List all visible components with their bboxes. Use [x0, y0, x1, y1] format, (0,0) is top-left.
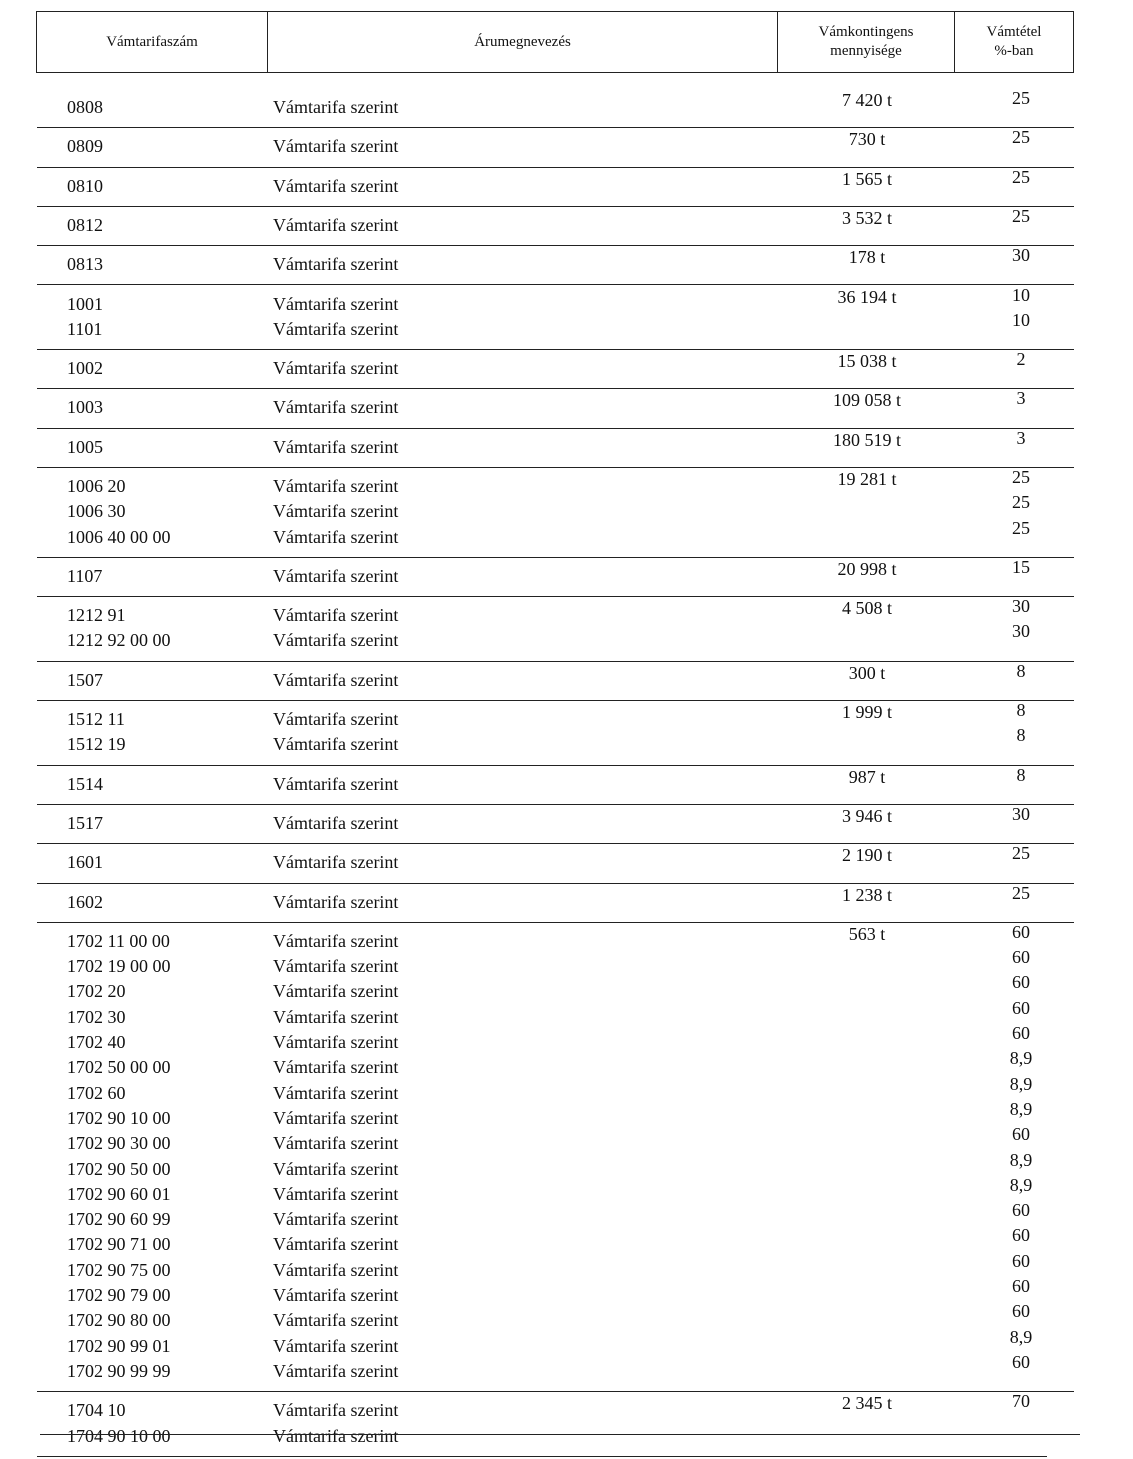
- table-row-group: [37, 662, 1074, 701]
- table-row: [37, 1124, 1074, 1158]
- goods-description: Vámtarifa szerint: [273, 1360, 399, 1381]
- goods-description: Vámtarifa szerint: [273, 709, 399, 730]
- duty-rate: 30: [1012, 621, 1030, 642]
- duty-rate: 8,9: [1009, 1048, 1033, 1069]
- tariff-code: 1704 90 10 00: [67, 1425, 171, 1446]
- goods-description: Vámtarifa szerint: [273, 214, 399, 235]
- table-row: [37, 349, 1074, 383]
- duty-rate: 60: [1012, 921, 1030, 942]
- table-row: [37, 843, 1074, 877]
- goods-description: Vámtarifa szerint: [273, 956, 399, 977]
- tariff-code: 1702 90 10 00: [67, 1107, 171, 1128]
- table-row-group: [37, 207, 1074, 246]
- tariff-code: 1702 90 30 00: [67, 1133, 171, 1154]
- duty-rate: 8: [1016, 660, 1026, 681]
- duty-rate: 8,9: [1009, 1073, 1033, 1094]
- tariff-code: 1006 20: [67, 476, 126, 496]
- table-row: [37, 492, 1074, 526]
- quota-quantity: 20 998 t: [837, 558, 897, 579]
- table-row: [37, 1048, 1074, 1082]
- tariff-code: 1212 91: [67, 605, 126, 626]
- table-row: [37, 1149, 1074, 1184]
- table-row: [37, 972, 1074, 1006]
- quota-quantity: 563 t: [848, 923, 886, 944]
- table-row-group: [37, 286, 1074, 351]
- duty-rate: 8,9: [1009, 1326, 1033, 1347]
- tariff-code: 0809: [67, 136, 103, 157]
- quota-quantity: 178 t: [848, 247, 886, 268]
- table-row-group: [37, 246, 1074, 285]
- goods-description: Vámtarifa szerint: [273, 669, 399, 690]
- tariff-code: 1006 30: [67, 501, 126, 522]
- goods-description: Vámtarifa szerint: [273, 1133, 399, 1154]
- goods-description: Vámtarifa szerint: [273, 1234, 399, 1255]
- goods-description: Vámtarifa szerint: [273, 813, 399, 833]
- tariff-code: 0808: [67, 97, 103, 117]
- table-row: [37, 1351, 1074, 1386]
- duty-rate: 25: [1012, 166, 1030, 187]
- quota-quantity: 730 t: [848, 129, 886, 150]
- tariff-code: 1702 90 60 01: [67, 1183, 171, 1204]
- duty-rate: 3: [1016, 388, 1026, 409]
- goods-description: Vámtarifa szerint: [273, 1006, 399, 1027]
- table-row: [37, 921, 1074, 956]
- tariff-code: 1702 90 99 01: [67, 1335, 171, 1356]
- table-row: [37, 1250, 1074, 1285]
- tariff-code: 0810: [67, 175, 103, 196]
- bottom-rule: [40, 1434, 1080, 1435]
- tariff-code: 1602: [67, 891, 103, 912]
- table-row: [37, 1098, 1074, 1133]
- tariff-code: 1702 20: [67, 981, 126, 1002]
- table-header: [36, 11, 1074, 73]
- quota-quantity: 109 058 t: [832, 390, 901, 411]
- goods-description: Vámtarifa szerint: [273, 852, 399, 873]
- duty-rate: 25: [1012, 205, 1030, 226]
- table-row-group: [37, 350, 1074, 389]
- duty-rate: 30: [1012, 596, 1030, 617]
- goods-description: Vámtarifa szerint: [273, 318, 399, 339]
- tariff-code: 1107: [67, 565, 103, 586]
- table-row: [37, 1301, 1074, 1335]
- duty-rate: 8,9: [1009, 1098, 1033, 1119]
- goods-description: Vámtarifa szerint: [273, 930, 399, 951]
- table-row-group: [37, 597, 1074, 662]
- tariff-code: 1702 11 00 00: [67, 930, 170, 951]
- goods-description: Vámtarifa szerint: [273, 1032, 399, 1053]
- header-description-label: Árumegnevezés: [474, 33, 571, 50]
- duty-rate: 60: [1012, 1124, 1030, 1145]
- table-row: [37, 1225, 1074, 1259]
- header-duty-rate: [955, 12, 1073, 72]
- tariff-code: 1702 60: [67, 1082, 126, 1103]
- table-row: [37, 427, 1074, 462]
- tariff-code: 1006 40 00 00: [67, 526, 171, 547]
- goods-description: Vámtarifa szerint: [273, 476, 399, 496]
- duty-rate: 25: [1012, 88, 1030, 108]
- table-row: [37, 882, 1074, 917]
- goods-description: Vámtarifa szerint: [273, 436, 399, 457]
- goods-description: Vámtarifa szerint: [273, 254, 399, 275]
- goods-description: Vámtarifa szerint: [273, 97, 399, 117]
- goods-description: Vámtarifa szerint: [273, 605, 399, 626]
- goods-description: Vámtarifa szerint: [273, 1310, 399, 1331]
- goods-description: Vámtarifa szerint: [273, 891, 399, 912]
- goods-description: Vámtarifa szerint: [273, 397, 399, 418]
- table-row-group: [37, 168, 1074, 207]
- goods-description: Vámtarifa szerint: [273, 358, 399, 379]
- duty-rate: 60: [1012, 1250, 1030, 1271]
- duty-rate: 60: [1012, 1200, 1030, 1221]
- header-tariff-number-label: Vámtarifaszám: [106, 33, 198, 50]
- tariff-code: 1002: [67, 358, 103, 379]
- tariff-code: 1512 19: [67, 734, 126, 755]
- table-row: [37, 517, 1074, 552]
- goods-description: Vámtarifa szerint: [273, 175, 399, 196]
- goods-description: Vámtarifa szerint: [273, 1209, 399, 1230]
- tariff-code: 1512 11: [67, 709, 125, 730]
- quota-quantity: 7 420 t: [841, 90, 892, 110]
- tariff-code: 1702 90 50 00: [67, 1158, 171, 1179]
- table-row: [37, 947, 1074, 981]
- duty-rate: 60: [1012, 1276, 1030, 1297]
- duty-rate: 8: [1016, 725, 1026, 746]
- tariff-code: 1702 90 80 00: [67, 1310, 171, 1331]
- goods-description: Vámtarifa szerint: [273, 1425, 399, 1446]
- goods-description: Vámtarifa szerint: [273, 293, 399, 314]
- tariff-code: 1702 90 71 00: [67, 1234, 171, 1255]
- duty-rate: 30: [1012, 804, 1030, 824]
- goods-description: Vámtarifa szerint: [273, 1259, 399, 1280]
- table-row: [37, 804, 1074, 838]
- table-row: [37, 997, 1074, 1032]
- table-row-group: [37, 468, 1074, 558]
- header-rate-line1: Vámtétel: [986, 24, 1042, 40]
- tariff-code: 1507: [67, 669, 103, 690]
- header-rate-line2: %-ban: [994, 43, 1034, 59]
- tariff-code: 0813: [67, 254, 103, 275]
- table-row-group: [37, 805, 1074, 844]
- header-description: [268, 12, 778, 72]
- duty-rate: 25: [1012, 127, 1030, 148]
- table-row: [37, 1326, 1074, 1361]
- quota-quantity: 3 946 t: [841, 806, 892, 826]
- tariff-code: 1702 90 99 99: [67, 1360, 171, 1381]
- goods-description: Vámtarifa szerint: [273, 1285, 399, 1306]
- quota-quantity: 1 999 t: [841, 702, 892, 723]
- table-row: [37, 660, 1074, 695]
- duty-rate: 2: [1016, 349, 1026, 370]
- table-row: [37, 127, 1074, 161]
- duty-rate: 3: [1016, 427, 1026, 448]
- table-row-group: [37, 923, 1074, 1392]
- duty-rate: 10: [1012, 309, 1030, 330]
- duty-rate: 30: [1012, 245, 1030, 266]
- table-row: [37, 245, 1074, 279]
- header-tariff-number: [37, 12, 268, 72]
- table-row: [37, 1023, 1074, 1057]
- table-row: [37, 1174, 1074, 1209]
- tariff-code: 1003: [67, 397, 103, 418]
- tariff-code: 1601: [67, 852, 103, 873]
- table-row: [37, 1200, 1074, 1234]
- table-row-group: [37, 766, 1074, 805]
- tariff-code: 1001: [67, 293, 103, 314]
- table-row: [37, 621, 1074, 655]
- duty-rate: 10: [1012, 284, 1030, 305]
- quota-quantity: 300 t: [848, 662, 886, 683]
- table-row-group: [37, 389, 1074, 428]
- goods-description: Vámtarifa szerint: [273, 1400, 399, 1421]
- duty-rate: 15: [1012, 556, 1030, 577]
- header-quota-quantity: [778, 12, 955, 72]
- tariff-code: 1702 30: [67, 1006, 126, 1027]
- tariff-code: 1005: [67, 436, 103, 457]
- table-row: [37, 88, 1074, 122]
- tariff-code: 1702 90 75 00: [67, 1259, 171, 1280]
- table-row: [37, 764, 1074, 799]
- header-quota-line2: mennyisége: [830, 43, 902, 59]
- table-row-group: [37, 558, 1074, 597]
- table-row: [37, 725, 1074, 759]
- goods-description: Vámtarifa szerint: [273, 136, 399, 157]
- table-row: [37, 205, 1074, 240]
- goods-description: Vámtarifa szerint: [273, 773, 399, 794]
- goods-description: Vámtarifa szerint: [273, 526, 399, 547]
- table-row: [37, 1391, 1047, 1425]
- table-row: [37, 284, 1074, 319]
- tariff-code: 1702 50 00 00: [67, 1057, 171, 1078]
- quota-quantity: 19 281 t: [837, 469, 897, 489]
- tariff-code: 0812: [67, 214, 103, 235]
- duty-rate: 8,9: [1009, 1149, 1033, 1170]
- duty-rate: 25: [1012, 882, 1030, 903]
- table-row-group: [37, 884, 1074, 923]
- quota-quantity: 2 345 t: [841, 1393, 892, 1414]
- table-row: [37, 596, 1074, 630]
- duty-rate: 60: [1012, 1351, 1030, 1372]
- goods-description: Vámtarifa szerint: [273, 501, 399, 522]
- duty-rate: 25: [1012, 467, 1030, 487]
- quota-quantity: 987 t: [848, 766, 886, 787]
- tariff-code: 1702 90 60 99: [67, 1209, 171, 1230]
- duty-rate: 60: [1012, 997, 1030, 1018]
- table-row: [37, 467, 1074, 501]
- goods-description: Vámtarifa szerint: [273, 1335, 399, 1356]
- goods-description: Vámtarifa szerint: [273, 565, 399, 586]
- goods-description: Vámtarifa szerint: [273, 1082, 399, 1103]
- tariff-code: 1702 40: [67, 1032, 126, 1053]
- table-row: [37, 700, 1074, 734]
- table-row-group: [37, 1392, 1047, 1457]
- quota-quantity: 15 038 t: [837, 351, 897, 372]
- goods-description: Vámtarifa szerint: [273, 630, 399, 651]
- quota-quantity: 2 190 t: [841, 845, 892, 866]
- goods-description: Vámtarifa szerint: [273, 1107, 399, 1128]
- tariff-code: 1101: [67, 318, 103, 339]
- goods-description: Vámtarifa szerint: [273, 734, 399, 755]
- tariff-code: 1517: [67, 813, 103, 833]
- table-row-group: [37, 844, 1074, 883]
- tariff-code: 1212 92 00 00: [67, 630, 171, 651]
- duty-rate: 60: [1012, 1225, 1030, 1246]
- goods-description: Vámtarifa szerint: [273, 1158, 399, 1179]
- duty-rate: 25: [1012, 517, 1030, 538]
- quota-quantity: 3 532 t: [841, 207, 892, 228]
- table-row-group: [37, 429, 1074, 468]
- tariff-code: 1704 10: [67, 1400, 126, 1421]
- table-row-group: [37, 128, 1074, 167]
- quota-quantity: 4 508 t: [841, 598, 892, 619]
- duty-rate: 60: [1012, 947, 1030, 968]
- tariff-code: 1702 19 00 00: [67, 956, 171, 977]
- table-row: [37, 1276, 1074, 1310]
- table-row: [37, 166, 1074, 201]
- table-row: [37, 309, 1074, 344]
- duty-rate: 8: [1016, 764, 1026, 785]
- quota-quantity: 1 238 t: [841, 884, 892, 905]
- table-row-group: [37, 701, 1074, 766]
- goods-description: Vámtarifa szerint: [273, 981, 399, 1002]
- duty-rate: 70: [1012, 1391, 1030, 1412]
- duty-rate: 25: [1012, 492, 1030, 513]
- duty-rate: 8: [1016, 700, 1026, 721]
- duty-rate: 8,9: [1009, 1174, 1033, 1195]
- quota-quantity: 1 565 t: [841, 168, 892, 189]
- table-row: [37, 1073, 1074, 1108]
- duty-rate: 60: [1012, 972, 1030, 993]
- header-quota-line1: Vámkontingens: [818, 24, 914, 40]
- tariff-code: 1514: [67, 773, 103, 794]
- table-row-group: [37, 89, 1074, 128]
- table-row: [37, 556, 1074, 591]
- table-row: [37, 388, 1074, 422]
- duty-rate: 60: [1012, 1301, 1030, 1322]
- table-row: [37, 1426, 1047, 1451]
- duty-rate: 60: [1012, 1023, 1030, 1044]
- quota-quantity: 180 519 t: [832, 429, 901, 450]
- quota-quantity: 36 194 t: [837, 286, 897, 307]
- tariff-code: 1702 90 79 00: [67, 1285, 171, 1306]
- duty-rate: 25: [1012, 843, 1030, 864]
- goods-description: Vámtarifa szerint: [273, 1057, 399, 1078]
- goods-description: Vámtarifa szerint: [273, 1183, 399, 1204]
